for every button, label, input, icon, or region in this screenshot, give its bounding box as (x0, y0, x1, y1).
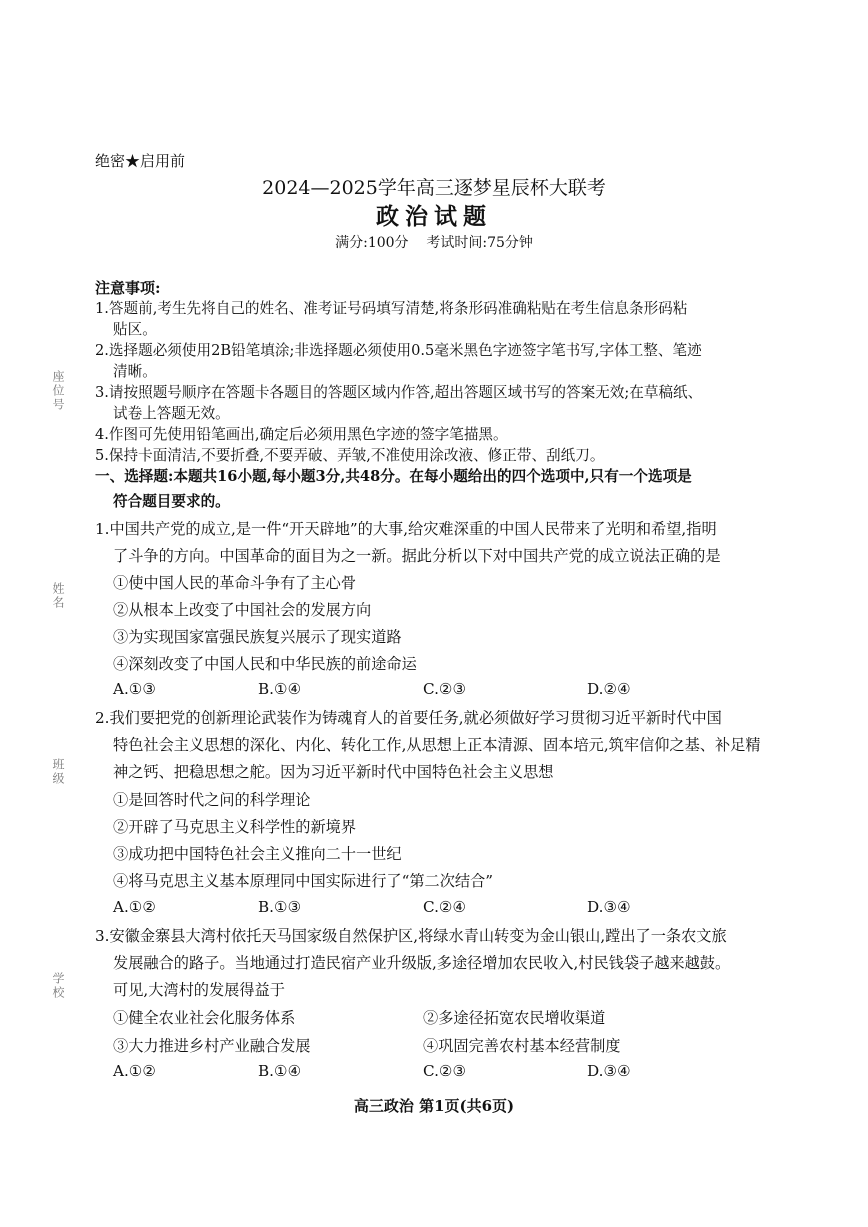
seat-number-label: 座位号 (51, 370, 65, 412)
q3-stem: 可见,大湾村的发展得益于 (113, 981, 285, 999)
q3-item: ①健全农业社会化服务体系 (113, 1009, 296, 1027)
q2-stem: 特色社会主义思想的深化、内化、转化工作,从思想上正本清源、固本培元,筑牢信仰之基、补足精 (113, 736, 761, 754)
q1-stem: 1.中国共产党的成立,是一件“开天辟地”的大事,给灾难深重的中国人民带来了光明和希望,指明 (95, 520, 717, 538)
section-heading-cont: 符合题目要求的。 (113, 493, 230, 510)
exam-title: 2024—2025学年高三逐梦星辰杯大联考 (262, 177, 606, 199)
q2-option-a: A.①② (113, 898, 157, 916)
notice-item: 清晰。 (113, 363, 157, 380)
q3-stem: 发展融合的路子。当地通过打造民宿产业升级版,多途径增加农民收入,村民钱袋子越来越鼓。 (113, 954, 731, 972)
q1-option-b: B.①④ (258, 680, 302, 698)
q1-item: ③为实现国家富强民族复兴展示了现实道路 (113, 628, 402, 646)
q2-item: ①是回答时代之问的科学理论 (113, 791, 311, 809)
notice-title: 注意事项: (95, 279, 161, 297)
score-time: 满分:100分 考试时间:75分钟 (335, 235, 533, 251)
q1-item: ②从根本上改变了中国社会的发展方向 (113, 601, 372, 619)
notice-item: 4.作图可先使用铅笔画出,确定后必须用黑色字迹的签字笔描黑。 (95, 426, 508, 443)
secret-mark: 绝密★启用前 (95, 152, 186, 170)
school-label: 学校 (51, 972, 65, 1000)
q2-option-c: C.②④ (423, 898, 467, 916)
q3-option-d: D.③④ (587, 1062, 631, 1080)
q3-option-c: C.②③ (423, 1062, 467, 1080)
q2-option-b: B.①③ (258, 898, 302, 916)
q2-stem: 神之钙、把稳思想之舵。因为习近平新时代中国特色社会主义思想 (113, 763, 554, 781)
q1-option-c: C.②③ (423, 680, 467, 698)
q2-stem: 2.我们要把党的创新理论武装作为铸魂育人的首要任务,就必须做好学习贯彻习近平新时代中国 (95, 709, 722, 727)
q3-option-a: A.①② (113, 1062, 157, 1080)
q2-option-d: D.③④ (587, 898, 631, 916)
q1-item: ④深刻改变了中国人民和中华民族的前途命运 (113, 655, 417, 673)
q2-item: ③成功把中国特色社会主义推向二十一世纪 (113, 845, 402, 863)
q1-stem: 了斗争的方向。中国革命的面目为之一新。据此分析以下对中国共产党的成立说法正确的是 (113, 547, 721, 565)
q3-stem: 3.安徽金寨县大湾村依托天马国家级自然保护区,将绿水青山转变为金山银山,蹚出了一条农文旅 (95, 927, 727, 945)
name-label: 姓名 (51, 582, 65, 610)
subject-title: 政治试题 (376, 203, 492, 230)
q2-item: ④将马克思主义基本原理同中国实际进行了“第二次结合” (113, 872, 494, 890)
notice-item: 2.选择题必须使用2B铅笔填涂;非选择题必须使用0.5毫米黑色字迹签字笔书写,字体工整、笔迹 (95, 342, 702, 359)
q3-item: ④巩固完善农村基本经营制度 (423, 1037, 621, 1055)
q2-item: ②开辟了马克思主义科学性的新境界 (113, 818, 356, 836)
notice-item: 1.答题前,考生先将自己的姓名、准考证号码填写清楚,将条形码准确粘贴在考生信息条形码粘 (95, 300, 688, 317)
section-heading: 一、选择题:本题共16小题,每小题3分,共48分。在每小题给出的四个选项中,只有一个选项是 (95, 468, 692, 485)
notice-item: 5.保持卡面清洁,不要折叠,不要弄破、弄皱,不准使用涂改液、修正带、刮纸刀。 (95, 447, 605, 464)
notice-item: 3.请按照题号顺序在答题卡各题目的答题区域内作答,超出答题区域书写的答案无效;在草稿纸、 (95, 384, 703, 401)
q3-option-b: B.①④ (258, 1062, 302, 1080)
q1-item: ①使中国人民的革命斗争有了主心骨 (113, 574, 356, 592)
notice-item: 贴区。 (113, 321, 157, 338)
notice-item: 试卷上答题无效。 (113, 405, 230, 422)
q1-option-a: A.①③ (113, 680, 157, 698)
q3-item: ②多途径拓宽农民增收渠道 (423, 1009, 606, 1027)
class-label: 班级 (51, 758, 65, 786)
page-footer: 高三政治 第1页(共6页) (353, 1097, 515, 1115)
q1-option-d: D.②④ (587, 680, 631, 698)
q3-item: ③大力推进乡村产业融合发展 (113, 1037, 311, 1055)
